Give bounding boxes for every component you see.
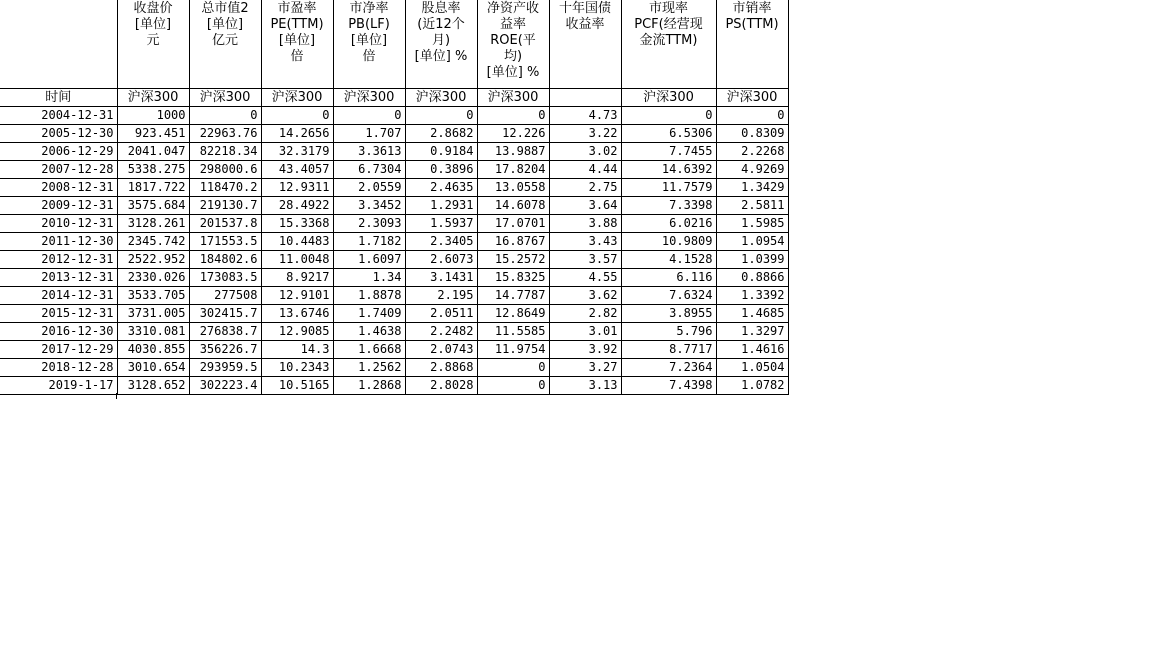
value-cell[interactable]: 10.5165 — [261, 376, 333, 394]
value-cell[interactable]: 6.5306 — [621, 124, 716, 142]
value-cell[interactable]: 3.13 — [549, 376, 621, 394]
value-cell[interactable]: 3.3452 — [333, 196, 405, 214]
value-cell[interactable]: 1.4616 — [716, 340, 788, 358]
header-cell[interactable]: 市盈率 PE(TTM) [单位] 倍 — [261, 0, 333, 88]
date-cell[interactable]: 2010-12-31 — [0, 214, 117, 232]
value-cell[interactable]: 0.8866 — [716, 268, 788, 286]
value-cell[interactable]: 0 — [477, 376, 549, 394]
index-name-cell[interactable]: 沪深300 — [333, 88, 405, 106]
value-cell[interactable]: 3575.684 — [117, 196, 189, 214]
value-cell[interactable]: 15.8325 — [477, 268, 549, 286]
value-cell[interactable]: 10.4483 — [261, 232, 333, 250]
header-cell[interactable]: 收盘价 [单位] 元 — [117, 0, 189, 88]
value-cell[interactable]: 184802.6 — [189, 250, 261, 268]
table-row — [0, 322, 788, 340]
value-cell[interactable]: 0 — [716, 106, 788, 124]
value-cell[interactable]: 32.3179 — [261, 142, 333, 160]
table-row — [0, 358, 788, 376]
value-cell[interactable]: 3.8955 — [621, 304, 716, 322]
value-cell[interactable]: 298000.6 — [189, 160, 261, 178]
spreadsheet-body — [0, 0, 788, 394]
value-cell[interactable]: 276838.7 — [189, 322, 261, 340]
value-cell[interactable]: 4030.855 — [117, 340, 189, 358]
value-cell[interactable]: 13.9887 — [477, 142, 549, 160]
table-row — [0, 178, 788, 196]
value-cell[interactable]: 16.8767 — [477, 232, 549, 250]
value-cell[interactable]: 0.9184 — [405, 142, 477, 160]
value-cell[interactable]: 3.64 — [549, 196, 621, 214]
value-cell[interactable]: 1.5937 — [405, 214, 477, 232]
value-cell[interactable]: 1.707 — [333, 124, 405, 142]
value-cell[interactable]: 201537.8 — [189, 214, 261, 232]
table-row — [0, 124, 788, 142]
value-cell[interactable]: 2.2268 — [716, 142, 788, 160]
value-cell[interactable]: 0 — [189, 106, 261, 124]
value-cell[interactable]: 2345.742 — [117, 232, 189, 250]
date-cell[interactable]: 2017-12-29 — [0, 340, 117, 358]
value-cell[interactable]: 14.6078 — [477, 196, 549, 214]
value-cell[interactable]: 1.0399 — [716, 250, 788, 268]
column-border-tail — [116, 393, 117, 399]
value-cell[interactable]: 5.796 — [621, 322, 716, 340]
value-cell[interactable]: 15.2572 — [477, 250, 549, 268]
value-cell[interactable]: 0 — [477, 358, 549, 376]
date-cell[interactable]: 2004-12-31 — [0, 106, 117, 124]
value-cell[interactable]: 12.9101 — [261, 286, 333, 304]
header-cell[interactable]: 总市值2 [单位] 亿元 — [189, 0, 261, 88]
value-cell[interactable]: 1.34 — [333, 268, 405, 286]
value-cell[interactable]: 1.7182 — [333, 232, 405, 250]
value-cell[interactable]: 2.0743 — [405, 340, 477, 358]
value-cell[interactable]: 2330.026 — [117, 268, 189, 286]
header-cell[interactable] — [0, 0, 117, 88]
value-cell[interactable]: 14.6392 — [621, 160, 716, 178]
value-cell[interactable]: 7.4398 — [621, 376, 716, 394]
value-cell[interactable]: 2.0559 — [333, 178, 405, 196]
header-cell[interactable]: 市净率 PB(LF) [单位] 倍 — [333, 0, 405, 88]
value-cell[interactable]: 2.75 — [549, 178, 621, 196]
value-cell[interactable]: 293959.5 — [189, 358, 261, 376]
date-cell[interactable]: 2005-12-30 — [0, 124, 117, 142]
value-cell[interactable]: 3010.654 — [117, 358, 189, 376]
value-cell[interactable]: 3.57 — [549, 250, 621, 268]
table-row — [0, 376, 788, 394]
value-cell[interactable]: 1.3297 — [716, 322, 788, 340]
value-cell[interactable]: 2522.952 — [117, 250, 189, 268]
index-name-cell[interactable]: 沪深300 — [477, 88, 549, 106]
value-cell[interactable]: 1.4685 — [716, 304, 788, 322]
header-cell[interactable]: 市现率 PCF(经营现 金流TTM) — [621, 0, 716, 88]
index-name-cell[interactable]: 沪深300 — [189, 88, 261, 106]
index-name-cell[interactable]: 沪深300 — [716, 88, 788, 106]
value-cell[interactable]: 356226.7 — [189, 340, 261, 358]
value-cell[interactable]: 1.2931 — [405, 196, 477, 214]
table-row — [0, 196, 788, 214]
value-cell[interactable]: 14.3 — [261, 340, 333, 358]
value-cell[interactable]: 7.2364 — [621, 358, 716, 376]
date-cell[interactable]: 2019-1-17 — [0, 376, 117, 394]
value-cell[interactable]: 3533.705 — [117, 286, 189, 304]
value-cell[interactable]: 82218.34 — [189, 142, 261, 160]
value-cell[interactable]: 1.0504 — [716, 358, 788, 376]
header-cell[interactable]: 十年国债 收益率 — [549, 0, 621, 88]
date-cell[interactable]: 2014-12-31 — [0, 286, 117, 304]
value-cell[interactable]: 2.2482 — [405, 322, 477, 340]
value-cell[interactable]: 4.9269 — [716, 160, 788, 178]
value-cell[interactable]: 14.7787 — [477, 286, 549, 304]
date-cell[interactable]: 2016-12-30 — [0, 322, 117, 340]
value-cell[interactable]: 2.4635 — [405, 178, 477, 196]
date-cell[interactable]: 2009-12-31 — [0, 196, 117, 214]
value-cell[interactable]: 11.7579 — [621, 178, 716, 196]
value-cell[interactable]: 4.1528 — [621, 250, 716, 268]
date-cell[interactable]: 2006-12-29 — [0, 142, 117, 160]
value-cell[interactable]: 2.6073 — [405, 250, 477, 268]
table-row — [0, 340, 788, 358]
date-cell[interactable]: 2015-12-31 — [0, 304, 117, 322]
value-cell[interactable]: 3.62 — [549, 286, 621, 304]
date-cell[interactable]: 2012-12-31 — [0, 250, 117, 268]
value-cell[interactable]: 0.3896 — [405, 160, 477, 178]
value-cell[interactable]: 4.73 — [549, 106, 621, 124]
value-cell[interactable]: 2.8028 — [405, 376, 477, 394]
value-cell[interactable]: 11.9754 — [477, 340, 549, 358]
value-cell[interactable]: 1.2868 — [333, 376, 405, 394]
header-cell[interactable]: 净资产收 益率 ROE(平 均) [单位] % — [477, 0, 549, 88]
value-cell[interactable]: 302415.7 — [189, 304, 261, 322]
value-cell[interactable]: 12.8649 — [477, 304, 549, 322]
index-name-cell[interactable]: 沪深300 — [621, 88, 716, 106]
value-cell[interactable]: 277508 — [189, 286, 261, 304]
value-cell[interactable]: 2041.047 — [117, 142, 189, 160]
value-cell[interactable]: 3731.005 — [117, 304, 189, 322]
value-cell[interactable]: 3310.081 — [117, 322, 189, 340]
value-cell[interactable]: 1.6097 — [333, 250, 405, 268]
date-cell[interactable]: 2008-12-31 — [0, 178, 117, 196]
value-cell[interactable]: 17.0701 — [477, 214, 549, 232]
value-cell[interactable]: 3.88 — [549, 214, 621, 232]
value-cell[interactable]: 12.9085 — [261, 322, 333, 340]
value-cell[interactable]: 11.0048 — [261, 250, 333, 268]
value-cell[interactable]: 0 — [621, 106, 716, 124]
value-cell[interactable]: 3128.652 — [117, 376, 189, 394]
value-cell[interactable]: 3128.261 — [117, 214, 189, 232]
value-cell[interactable]: 0 — [333, 106, 405, 124]
value-cell[interactable]: 10.2343 — [261, 358, 333, 376]
value-cell[interactable]: 3.43 — [549, 232, 621, 250]
value-cell[interactable]: 302223.4 — [189, 376, 261, 394]
header-cell[interactable]: 市销率 PS(TTM) — [716, 0, 788, 88]
value-cell[interactable]: 2.82 — [549, 304, 621, 322]
value-cell[interactable]: 0.8309 — [716, 124, 788, 142]
value-cell[interactable]: 7.7455 — [621, 142, 716, 160]
value-cell[interactable]: 3.22 — [549, 124, 621, 142]
table-row — [0, 304, 788, 322]
header-cell[interactable]: 股息率 (近12个 月) [单位] % — [405, 0, 477, 88]
value-cell[interactable]: 11.5585 — [477, 322, 549, 340]
value-cell[interactable]: 3.27 — [549, 358, 621, 376]
value-cell[interactable]: 1.7409 — [333, 304, 405, 322]
table-row — [0, 286, 788, 304]
date-cell[interactable]: 2013-12-31 — [0, 268, 117, 286]
value-cell[interactable]: 118470.2 — [189, 178, 261, 196]
value-cell[interactable]: 15.3368 — [261, 214, 333, 232]
value-cell[interactable]: 1.4638 — [333, 322, 405, 340]
value-cell[interactable]: 10.9809 — [621, 232, 716, 250]
time-column-header[interactable]: 时间 — [0, 88, 117, 106]
value-cell[interactable]: 1817.722 — [117, 178, 189, 196]
table-row — [0, 214, 788, 232]
value-cell[interactable]: 171553.5 — [189, 232, 261, 250]
index-name-cell[interactable]: 沪深300 — [405, 88, 477, 106]
date-cell[interactable]: 2011-12-30 — [0, 232, 117, 250]
value-cell[interactable]: 3.92 — [549, 340, 621, 358]
value-cell[interactable]: 1.0782 — [716, 376, 788, 394]
value-cell[interactable]: 4.44 — [549, 160, 621, 178]
value-cell[interactable]: 22963.76 — [189, 124, 261, 142]
value-cell[interactable]: 1.8878 — [333, 286, 405, 304]
value-cell[interactable]: 0 — [477, 106, 549, 124]
value-cell[interactable]: 12.226 — [477, 124, 549, 142]
value-cell[interactable]: 12.9311 — [261, 178, 333, 196]
value-cell[interactable]: 43.4057 — [261, 160, 333, 178]
value-cell[interactable]: 0 — [405, 106, 477, 124]
table-row — [0, 268, 788, 286]
table-row — [0, 232, 788, 250]
value-cell[interactable]: 2.8682 — [405, 124, 477, 142]
value-cell[interactable]: 5338.275 — [117, 160, 189, 178]
date-cell[interactable]: 2018-12-28 — [0, 358, 117, 376]
index-name-cell[interactable] — [549, 88, 621, 106]
value-cell[interactable]: 173083.5 — [189, 268, 261, 286]
table-row — [0, 106, 788, 124]
table-row — [0, 160, 788, 178]
value-cell[interactable]: 17.8204 — [477, 160, 549, 178]
value-cell[interactable]: 14.2656 — [261, 124, 333, 142]
spreadsheet-table — [0, 0, 789, 395]
value-cell[interactable]: 219130.7 — [189, 196, 261, 214]
value-cell[interactable]: 2.8868 — [405, 358, 477, 376]
value-cell[interactable]: 923.451 — [117, 124, 189, 142]
value-cell[interactable]: 2.3405 — [405, 232, 477, 250]
value-cell[interactable]: 0 — [261, 106, 333, 124]
index-name-cell[interactable]: 沪深300 — [261, 88, 333, 106]
value-cell[interactable]: 1.2562 — [333, 358, 405, 376]
value-cell[interactable]: 6.7304 — [333, 160, 405, 178]
value-cell[interactable]: 2.0511 — [405, 304, 477, 322]
table-row — [0, 250, 788, 268]
value-cell[interactable]: 1000 — [117, 106, 189, 124]
value-cell[interactable]: 1.3429 — [716, 178, 788, 196]
value-cell[interactable]: 2.5811 — [716, 196, 788, 214]
subheader-row — [0, 88, 788, 106]
value-cell[interactable]: 13.6746 — [261, 304, 333, 322]
value-cell[interactable]: 2.3093 — [333, 214, 405, 232]
value-cell[interactable]: 13.0558 — [477, 178, 549, 196]
date-cell[interactable]: 2007-12-28 — [0, 160, 117, 178]
value-cell[interactable]: 2.195 — [405, 286, 477, 304]
value-cell[interactable]: 1.0954 — [716, 232, 788, 250]
value-cell[interactable]: 7.3398 — [621, 196, 716, 214]
value-cell[interactable]: 1.3392 — [716, 286, 788, 304]
value-cell[interactable]: 1.5985 — [716, 214, 788, 232]
value-cell[interactable]: 3.3613 — [333, 142, 405, 160]
value-cell[interactable]: 7.6324 — [621, 286, 716, 304]
value-cell[interactable]: 4.55 — [549, 268, 621, 286]
value-cell[interactable]: 8.9217 — [261, 268, 333, 286]
value-cell[interactable]: 6.0216 — [621, 214, 716, 232]
value-cell[interactable]: 6.116 — [621, 268, 716, 286]
value-cell[interactable]: 3.02 — [549, 142, 621, 160]
value-cell[interactable]: 8.7717 — [621, 340, 716, 358]
value-cell[interactable]: 1.6668 — [333, 340, 405, 358]
header-row — [0, 0, 788, 88]
index-name-cell[interactable]: 沪深300 — [117, 88, 189, 106]
value-cell[interactable]: 3.01 — [549, 322, 621, 340]
table-row — [0, 142, 788, 160]
value-cell[interactable]: 28.4922 — [261, 196, 333, 214]
value-cell[interactable]: 3.1431 — [405, 268, 477, 286]
